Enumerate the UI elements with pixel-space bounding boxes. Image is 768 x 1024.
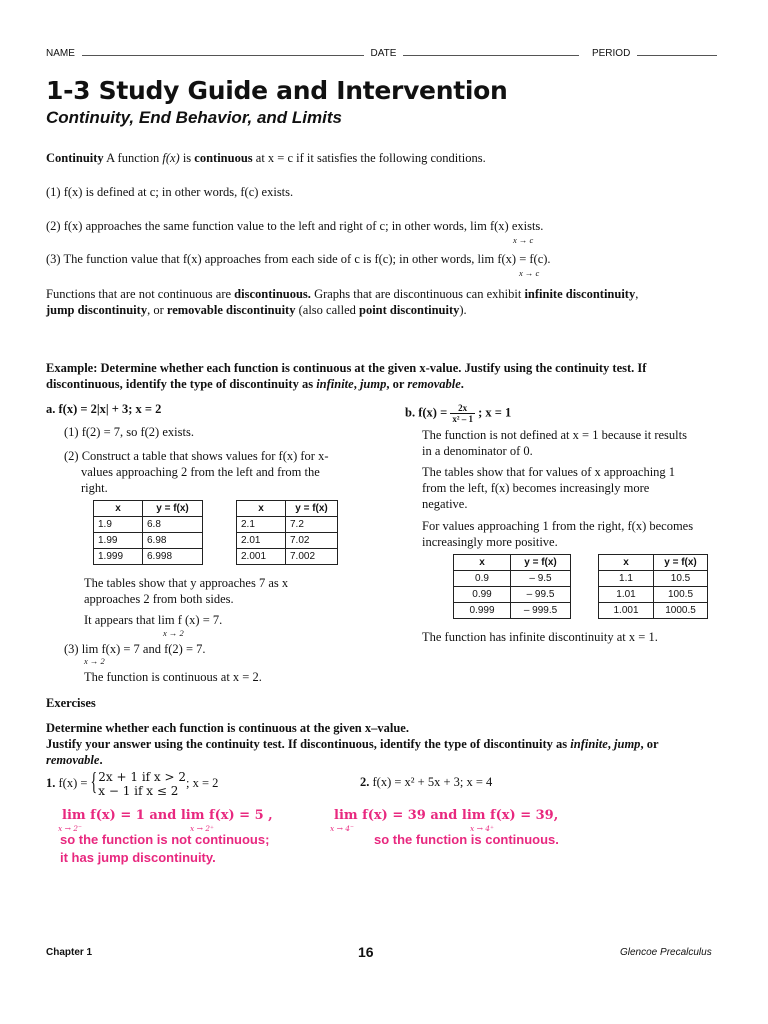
continuity-text: at x = c if it satisfies the following conditions.	[252, 151, 486, 165]
table-cell: – 9.5	[511, 571, 571, 587]
text: f(x) = x² + 5x + 3; x = 4	[369, 775, 493, 789]
example-b-p1-line2: in a denominator of 0.	[422, 444, 533, 458]
footer-page-number: 16	[358, 944, 374, 960]
example-a-appears: It appears that lim f (x) = 7.	[84, 613, 223, 627]
example-b-p1-line1: The function is not defined at x = 1 because it results	[422, 428, 687, 442]
table-header: x	[237, 501, 286, 517]
table-cell: 0.99	[454, 587, 511, 603]
table-header: y = f(x)	[654, 555, 708, 571]
answer-2-line1	[334, 808, 558, 823]
table-row	[94, 533, 203, 549]
text: removable	[407, 377, 461, 391]
exercises-instructions	[46, 720, 736, 768]
table-header: y = f(x)	[143, 501, 203, 517]
text: removable	[46, 753, 100, 767]
text: ; x = 1	[475, 405, 512, 420]
answer-1-sub2: x → 2⁺	[190, 824, 215, 833]
text: .	[99, 753, 103, 767]
answer-2-sub2: x → 4⁺	[470, 824, 495, 833]
table-row	[94, 549, 203, 565]
removable-term: removable discontinuity	[166, 303, 296, 317]
case-1: 2x + 1 if x > 2	[98, 770, 186, 784]
condition-3-limit-sub: x → c	[519, 268, 540, 278]
continuity-term: Continuity	[46, 151, 104, 165]
example-a-left-table	[93, 500, 203, 565]
table-cell: 0.9	[454, 571, 511, 587]
answer-1-sub1: x → 2⁻	[58, 824, 83, 833]
table-header: x	[599, 555, 654, 571]
period-label: PERIOD	[591, 48, 631, 59]
condition-1: (1) f(x) is defined at c; in other words, f(c) exists.	[46, 185, 294, 199]
exercises-heading: Exercises	[46, 696, 96, 710]
continuity-fx: f(x)	[162, 151, 180, 165]
text: ,	[607, 737, 615, 751]
table-header: y = f(x)	[286, 501, 338, 517]
table-cell: 2.1	[237, 517, 286, 533]
table-cell: 1.001	[599, 603, 654, 619]
table-row	[454, 571, 571, 587]
example-a-step1: (1) f(2) = 7, so f(2) exists.	[64, 425, 194, 439]
exercise-2	[360, 774, 492, 790]
text: ,	[353, 377, 360, 391]
text: , or	[147, 303, 167, 317]
example-heading	[46, 360, 736, 392]
table-cell: – 99.5	[511, 587, 571, 603]
table-row	[237, 517, 338, 533]
footer-chapter: Chapter 1	[46, 947, 93, 958]
text: discontinuous, identify the type of discontinuity as	[46, 377, 317, 391]
example-b-label	[405, 403, 511, 424]
period-field[interactable]	[637, 46, 717, 56]
example-heading-line1: Example: Determine whether each function is continuous at the given x-value. Justify using the continuity test. If	[46, 361, 647, 375]
answer-1-line1	[62, 808, 273, 823]
text: f(x) = 39,	[490, 808, 559, 823]
text: f(x) = 5 ,	[209, 808, 273, 823]
table-cell: 2.01	[237, 533, 286, 549]
table-cell: 7.02	[286, 533, 338, 549]
condition-2: (2) f(x) approaches the same function value to the left and right of c; in other words, lim f(x) exists.	[46, 219, 544, 233]
condition-2-limit-sub: x → c	[513, 235, 534, 245]
example-a-right-table	[236, 500, 338, 565]
answer-2-sub1: x → 4⁻	[330, 824, 355, 833]
lim-text: lim	[62, 808, 86, 823]
example-b-p2-line3: negative.	[422, 497, 468, 511]
text: f(x) = 1 and	[90, 808, 181, 823]
exercise-number: 1.	[46, 775, 56, 790]
discontinuous-paragraph	[46, 286, 726, 318]
text: ; x = 2	[186, 775, 219, 790]
text: ).	[459, 303, 467, 317]
table-cell: 6.998	[143, 549, 203, 565]
table-cell: 0.999	[454, 603, 511, 619]
text: Functions that are not continuous are	[46, 287, 235, 301]
example-a-step3: (3) lim f(x) = 7 and f(2) = 7.	[64, 642, 206, 656]
footer-book: Glencoe Precalculus	[620, 947, 712, 958]
date-label: DATE	[370, 48, 397, 59]
continuity-text: is	[179, 151, 195, 165]
text: infinite	[570, 737, 608, 751]
condition-3: (3) The function value that f(x) approaches from each side of c is f(c); in other words, lim f(x) = f(c).	[46, 252, 551, 266]
exercise-number: 2.	[360, 775, 370, 789]
text: jump	[614, 737, 641, 751]
table-cell: 7.2	[286, 517, 338, 533]
continuous-term: continuous	[194, 151, 253, 165]
text: , or	[640, 737, 659, 751]
discontinuous-term: discontinuous.	[234, 287, 311, 301]
answer-2-line2: so the function is continuous.	[374, 832, 559, 847]
answer-1-line2: so the function is not continuous;	[60, 832, 270, 847]
example-a-tables-line1: The tables show that y approaches 7 as x	[84, 576, 289, 590]
date-field[interactable]	[403, 46, 579, 56]
table-header: x	[454, 555, 511, 571]
text: jump	[359, 377, 387, 391]
lim-text: lim	[461, 808, 486, 823]
example-a-step2-line2: values approaching 2 from the left and from the	[81, 465, 320, 479]
table-row	[454, 603, 571, 619]
table-row	[599, 587, 708, 603]
table-cell: 6.98	[143, 533, 203, 549]
table-cell: 1.9	[94, 517, 143, 533]
table-cell: 1.1	[599, 571, 654, 587]
example-a-step2-line3: right.	[81, 481, 108, 495]
continuity-text: A function	[106, 151, 163, 165]
text: b. f(x) =	[405, 405, 451, 420]
example-b-p3-line1: For values approaching 1 from the right, f(x) becomes	[422, 519, 694, 533]
continuity-definition	[46, 150, 486, 166]
exercise-1	[46, 770, 218, 798]
text: .	[460, 377, 464, 391]
text: infinite	[316, 377, 354, 391]
table-cell: – 999.5	[511, 603, 571, 619]
example-a-label: a. f(x) = 2|x| + 3; x = 2	[46, 402, 162, 416]
table-row	[237, 533, 338, 549]
table-row	[94, 517, 203, 533]
lim-text: lim	[334, 808, 358, 823]
text: Graphs that are discontinuous can exhibit	[310, 287, 525, 301]
example-b-p2-line1: The tables show that for values of x approaching 1	[422, 465, 676, 479]
point-term: point discontinuity	[359, 303, 460, 317]
brace-icon: {	[90, 769, 98, 797]
page-subtitle: Continuity, End Behavior, and Limits	[46, 108, 342, 127]
example-a-tables-line2: approaches 2 from both sides.	[84, 592, 234, 606]
table-cell: 100.5	[654, 587, 708, 603]
infinite-term: infinite discontinuity	[524, 287, 636, 301]
table-row	[237, 549, 338, 565]
example-a-conclusion: The function is continuous at x = 2.	[84, 670, 262, 684]
example-a-step2-line1: (2) Construct a table that shows values for f(x) for x-	[64, 449, 329, 463]
table-cell: 7.002	[286, 549, 338, 565]
name-field[interactable]	[82, 46, 364, 56]
table-cell: 2.001	[237, 549, 286, 565]
table-cell: 6.8	[143, 517, 203, 533]
answer-1-line3: it has jump discontinuity.	[60, 850, 216, 865]
table-cell: 10.5	[654, 571, 708, 587]
table-cell: 1000.5	[654, 603, 708, 619]
fraction	[450, 403, 475, 424]
text: , or	[386, 377, 408, 391]
text: Determine whether each function is continuous at the given x–value.	[46, 721, 409, 735]
example-a-step3-sub: x → 2	[84, 656, 105, 666]
example-b-conclusion: The function has infinite discontinuity at x = 1.	[422, 630, 658, 644]
example-b-right-table	[598, 554, 708, 619]
text: Justify your answer using the continuity test. If discontinuous, identify the type of discontinuity as	[46, 737, 571, 751]
example-b-p2-line2: from the left, f(x) becomes increasingly more	[422, 481, 650, 495]
table-header: y = f(x)	[511, 555, 571, 571]
header-row	[46, 46, 726, 59]
text: (also called	[295, 303, 359, 317]
fraction-numerator: 2x	[450, 403, 475, 414]
table-header: x	[94, 501, 143, 517]
fraction-denominator: x² – 1	[452, 414, 474, 424]
table-row	[599, 571, 708, 587]
table-cell: 1.01	[599, 587, 654, 603]
text: ,	[635, 287, 639, 301]
example-b-left-table	[453, 554, 571, 619]
jump-term: jump discontinuity	[46, 303, 148, 317]
table-cell: 1.999	[94, 549, 143, 565]
name-label: NAME	[46, 48, 75, 59]
case-2: x − 1 if x ≤ 2	[98, 784, 179, 798]
page-title: 1-3 Study Guide and Intervention	[46, 76, 508, 105]
table-cell: 1.99	[94, 533, 143, 549]
table-row	[599, 603, 708, 619]
text: f(x) =	[55, 775, 91, 790]
example-a-appears-sub: x → 2	[163, 628, 184, 638]
text: f(x) = 39 and	[362, 808, 462, 823]
table-row	[454, 587, 571, 603]
example-b-p3-line2: increasingly more positive.	[422, 535, 558, 549]
lim-text: lim	[180, 808, 205, 823]
piecewise-cases	[98, 770, 186, 798]
